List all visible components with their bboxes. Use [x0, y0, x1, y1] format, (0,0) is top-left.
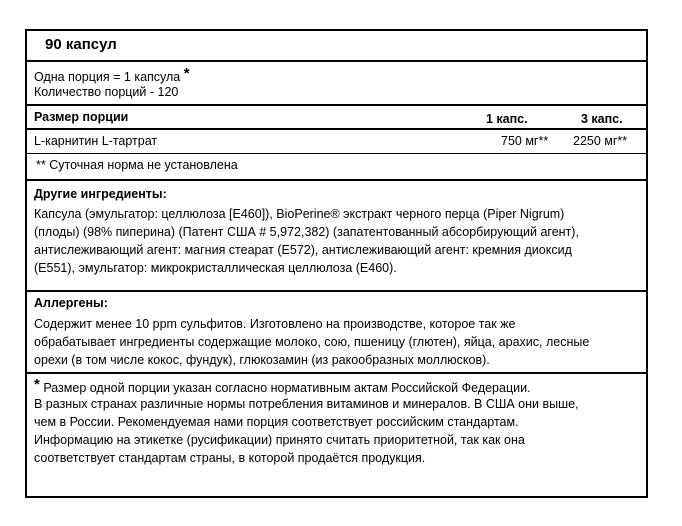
table-row-value-2: 2250 мг** [573, 134, 628, 148]
capsule-count: 90 капсул [45, 36, 117, 53]
ingredients-line: антислеживающий агент: магния стеарат (Е572), антислеживающий агент: кремния диоксид [34, 243, 572, 257]
serving-size-asterisk: * [183, 65, 190, 82]
ingredients-line: (Е551), эмульгатор: микрокристаллическая целлюлоза (Е460). [34, 261, 397, 275]
ingredients-title: Другие ингредиенты: [34, 187, 167, 201]
divider-table-row [27, 153, 646, 154]
divider-footnote [27, 179, 646, 181]
note-line: Размер одной порции указан согласно нормативным актам Российской Федерации. [39, 381, 531, 395]
note-line: В разных странах различные нормы потребления витаминов и минералов. В США они выше, [34, 397, 579, 411]
allergens-line: орехи (в том числе кокос, фундук), глюкозамин (из ракообразных моллюсков). [34, 353, 490, 367]
table-header-col1: 1 капс. [486, 112, 528, 126]
note-asterisk: * [34, 376, 40, 393]
table-header-label: Размер порции [34, 110, 129, 124]
divider-serving [27, 104, 646, 106]
allergens-line: обрабатывает ингредиенты содержащие молоко, сою, пшеницу (глютен), яйца, арахис, лесные [34, 335, 590, 349]
supplement-facts-label [25, 29, 648, 498]
divider-header [27, 60, 646, 62]
daily-value-footnote: ** Суточная норма не установлена [36, 158, 238, 172]
divider-table-header [27, 128, 646, 130]
servings-count: Количество порций - 120 [34, 85, 179, 99]
allergens-title: Аллергены: [34, 296, 108, 310]
table-header-col2: 3 капс. [581, 112, 623, 126]
note-first-line [34, 376, 531, 397]
note-line: соответствует стандартам страны, в которой продаётся продукция. [34, 451, 426, 465]
allergens-line: Содержит менее 10 ppm сульфитов. Изготовлено на производстве, которое так же [34, 317, 516, 331]
table-row-name: L-карнитин L-тартрат [34, 134, 158, 148]
divider-ingredients [27, 290, 646, 292]
ingredients-line: (плоды) (98% пиперина) (Патент США # 5,972,382) (запатентованный абсорбирующий агент), [34, 225, 579, 239]
divider-allergens [27, 372, 646, 374]
ingredients-line: Капсула (эмульгатор: целлюлоза [Е460]), BioPerine® экстракт черного перца (Piper Nigrum) [34, 207, 565, 221]
serving-size-text: Одна порция = 1 капсула [34, 70, 181, 84]
table-row-value-1: 750 мг** [501, 134, 549, 148]
note-line: чем в России. Рекомендуемая нами порция соответствует российским стандартам. [34, 415, 519, 429]
note-line: Информацию на этикетке (русификации) принято считать приоритетной, так как она [34, 433, 525, 447]
